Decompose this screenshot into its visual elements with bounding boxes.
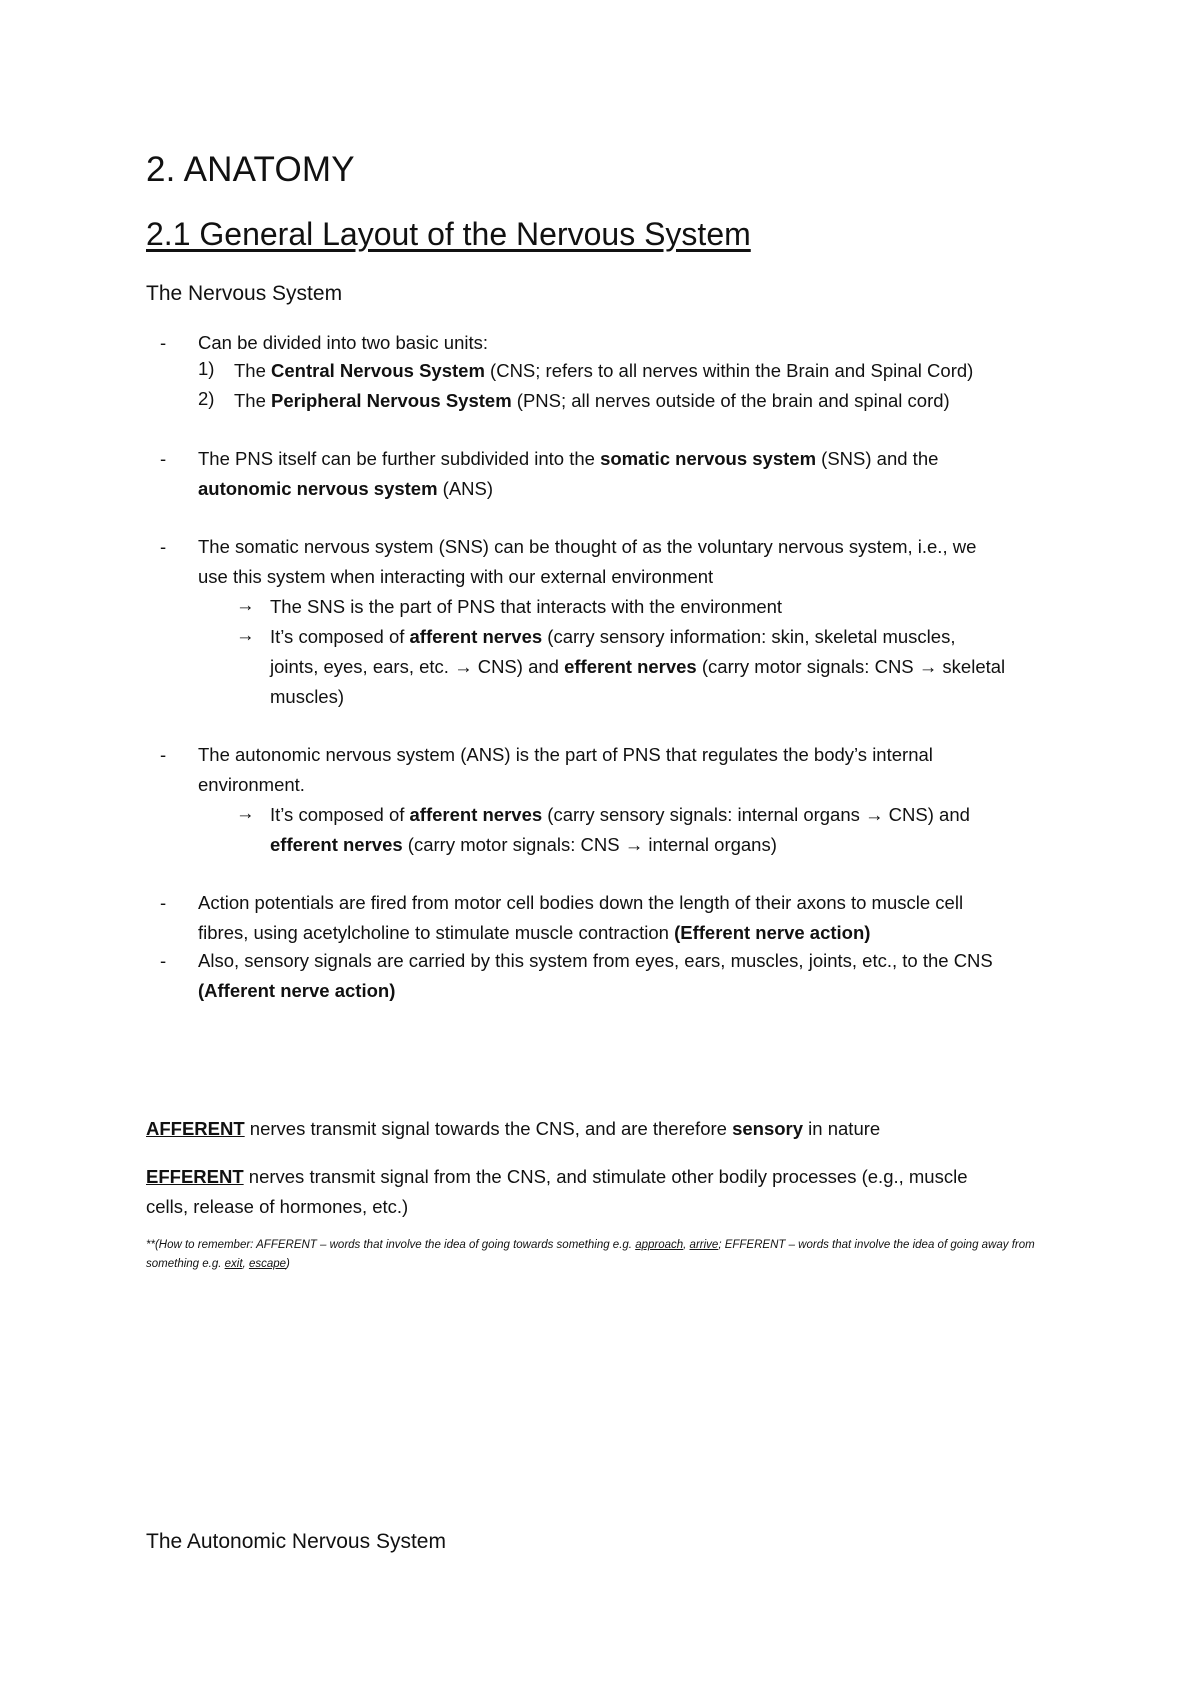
text-run: CNS) and: [883, 804, 970, 825]
bullet-dash: -: [160, 536, 167, 557]
text-run: in nature: [803, 1118, 881, 1139]
bullet-text: Can be divided into two basic units:: [198, 332, 489, 353]
text-run: The: [234, 360, 272, 381]
example-word: escape: [248, 1258, 287, 1270]
arrow-bullet-icon: →: [236, 802, 255, 823]
bullet-text: Action potentials are fired from motor cell bodies down the length of their axons to muscle cell: [198, 892, 964, 913]
text-run: ,: [683, 1239, 690, 1251]
bullet-text: environment.: [198, 774, 305, 795]
bold-term: somatic nervous system: [600, 448, 817, 469]
text-run: It’s composed of: [270, 626, 410, 647]
text-run: fibres, using acetylcholine to stimulate muscle contraction: [198, 922, 675, 943]
example-word: arrive: [689, 1239, 719, 1251]
mnemonic-note: [146, 1236, 1046, 1274]
text-run: nerves transmit signal from the CNS, and stimulate other bodily processes (e.g., muscle: [243, 1166, 968, 1187]
efferent-definition-cont: cells, release of hormones, etc.): [146, 1196, 409, 1217]
sub-bullet-text: [270, 800, 970, 829]
bullet-text: Also, sensory signals are carried by this system from eyes, ears, muscles, joints, etc., to the CNS: [198, 950, 993, 971]
afferent-definition: [146, 1114, 880, 1143]
bullet-dash: -: [160, 744, 167, 765]
bullet-dash: -: [160, 950, 167, 971]
text-run: (SNS) and the: [816, 448, 939, 469]
text-run: The PNS itself can be further subdivided into the: [198, 448, 601, 469]
section-subtitle: 2.1 General Layout of the Nervous System: [146, 216, 751, 252]
list-number: 2): [198, 388, 215, 409]
bullet-text: [198, 918, 870, 947]
text-run: ,: [242, 1258, 249, 1270]
text-run: joints, eyes, ears, etc.: [270, 656, 455, 677]
arrow-icon: →: [454, 656, 473, 677]
efferent-definition: [146, 1162, 968, 1191]
bold-term: efferent nerves: [564, 656, 697, 677]
bullet-text: use this system when interacting with our external environment: [198, 566, 714, 587]
arrow-bullet-icon: →: [236, 624, 255, 645]
term-afferent: AFFERENT: [146, 1118, 245, 1139]
text-run: The: [234, 390, 272, 411]
bold-term: afferent nerves: [409, 626, 543, 647]
list-item-cns: [234, 356, 973, 385]
sub-bullet-text: [270, 830, 777, 859]
text-run: CNS) and: [472, 656, 565, 677]
section-heading-nervous-system: The Nervous System: [146, 282, 343, 305]
text-run: ): [286, 1258, 290, 1270]
bold-term: (Efferent nerve action): [674, 922, 871, 943]
bullet-dash: -: [160, 892, 167, 913]
list-number: 1): [198, 358, 215, 379]
section-heading-autonomic: The Autonomic Nervous System: [146, 1530, 446, 1553]
text-run: nerves transmit signal towards the CNS, and are therefore: [244, 1118, 733, 1139]
text-run: (ANS): [437, 478, 494, 499]
text-run: (PNS; all nerves outside of the brain and spinal cord): [511, 390, 950, 411]
sub-bullet-text: [270, 622, 955, 651]
arrow-bullet-icon: →: [236, 594, 255, 615]
example-word: exit: [224, 1258, 243, 1270]
text-run: (carry sensory information: skin, skeletal muscles,: [542, 626, 956, 647]
term-efferent: EFFERENT: [146, 1166, 244, 1187]
bullet-text: The autonomic nervous system (ANS) is the part of PNS that regulates the body’s internal: [198, 744, 933, 765]
bullet-dash: -: [160, 332, 167, 353]
list-item-pns: [234, 386, 950, 415]
text-run: (carry motor signals: CNS: [696, 656, 919, 677]
text-run: skeletal: [937, 656, 1006, 677]
text-run: It’s composed of: [270, 804, 410, 825]
sub-bullet-text: The SNS is the part of PNS that interacts with the environment: [270, 596, 783, 617]
page-title: 2. ANATOMY: [146, 150, 355, 189]
bold-term: Peripheral Nervous System: [271, 390, 512, 411]
text-run: (CNS; refers to all nerves within the Brain and Spinal Cord): [484, 360, 974, 381]
bold-term: autonomic nervous system: [198, 478, 438, 499]
arrow-icon: →: [918, 656, 938, 677]
bullet-dash: -: [160, 448, 167, 469]
bullet-text: The somatic nervous system (SNS) can be thought of as the voluntary nervous system, i.e., we: [198, 536, 977, 557]
sub-bullet-text: muscles): [270, 686, 345, 707]
bold-term: afferent nerves: [409, 804, 543, 825]
text-run: internal organs): [643, 834, 777, 855]
bullet-text: [198, 444, 938, 473]
bold-term: Central Nervous System: [271, 360, 485, 381]
arrow-icon: →: [865, 804, 884, 825]
example-word: approach: [635, 1239, 684, 1251]
bold-term: efferent nerves: [270, 834, 403, 855]
text-run: (carry motor signals: CNS: [402, 834, 625, 855]
text-run: (carry sensory signals: internal organs: [542, 804, 866, 825]
bullet-text: [198, 976, 395, 1005]
bullet-text: [198, 474, 493, 503]
text-run: **(How to remember: AFFERENT – words that involve the idea of going towards something e.g.: [146, 1239, 636, 1251]
bold-term: (Afferent nerve action): [198, 980, 396, 1001]
bold-term: sensory: [732, 1118, 804, 1139]
sub-bullet-text: [270, 652, 1005, 681]
arrow-icon: →: [624, 834, 644, 855]
text-run: ; EFFERENT – words that involve the idea of going away from something e.g.: [146, 1239, 1035, 1270]
